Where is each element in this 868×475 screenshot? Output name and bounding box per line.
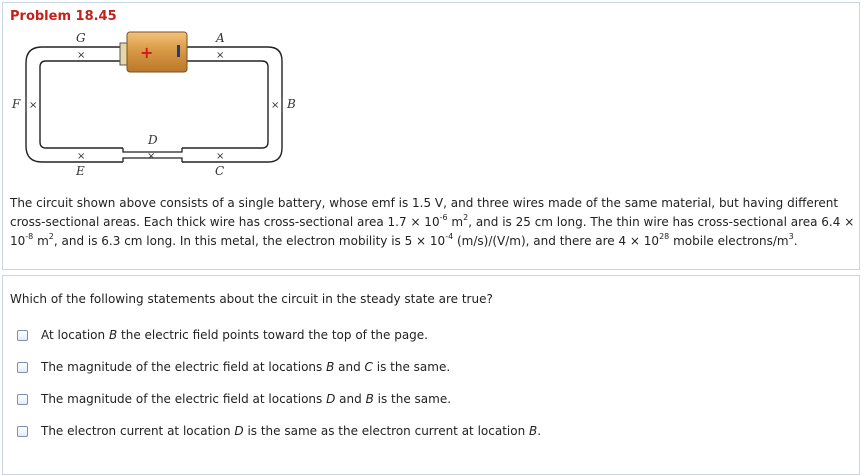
option-3-checkbox[interactable] [17, 394, 28, 405]
marker-F: × [29, 100, 38, 111]
label-C: C [215, 164, 225, 178]
option-2[interactable] [17, 359, 450, 375]
circuit-diagram [0, 0, 868, 190]
marker-C: × [216, 151, 225, 162]
label-F: F [12, 97, 21, 111]
label-A: A [216, 31, 225, 45]
question-text: Which of the following statements about the circuit in the steady state are true? [10, 292, 493, 306]
label-E: E [76, 164, 85, 178]
option-4-label: The electron current at location D is the same as the electron current at location B. [41, 424, 542, 438]
battery [120, 32, 187, 72]
option-2-checkbox[interactable] [17, 362, 28, 373]
marker-G: × [77, 50, 86, 61]
label-B: B [287, 97, 296, 111]
label-D: D [148, 133, 158, 147]
problem-description: The circuit shown above consists of a single battery, whose emf is 1.5 V, and three wires made of the same material, but having different cross-sectional areas. Each thick wire has cross-sectional area $1.7 \times 10^{-6}$ $m^2$, and is 25 cm long. The thin wire has cross-sectional area $6.4 \times 10^{-8}$ $m^2$, and is 6.3 cm long. In this metal, the electron mobility is $5 \times 10^{-4}$ (m/s)/(V/m), and there are $4 \times 10^{28}$ mobile electrons/$m^3$. [10, 196, 855, 248]
option-1[interactable] [17, 327, 428, 343]
marker-D: × [147, 151, 156, 162]
marker-E: × [77, 151, 86, 162]
option-4-checkbox[interactable] [17, 426, 28, 437]
option-2-label: The magnitude of the electric field at locations B and C is the same. [41, 360, 451, 374]
label-G: G [76, 31, 86, 45]
marker-B: × [271, 100, 280, 111]
problem-title: Problem 18.45 [10, 9, 117, 24]
option-1-checkbox[interactable] [17, 330, 28, 341]
marker-A: × [216, 50, 225, 61]
battery-minus-sign [177, 45, 180, 57]
option-3-label: The magnitude of the electric field at locations D and B is the same. [41, 392, 452, 406]
option-1-label: At location B the electric field points toward the top of the page. [41, 328, 428, 342]
option-3[interactable] [17, 391, 451, 407]
battery-plus-sign: + [140, 43, 154, 62]
option-4[interactable] [17, 423, 541, 439]
